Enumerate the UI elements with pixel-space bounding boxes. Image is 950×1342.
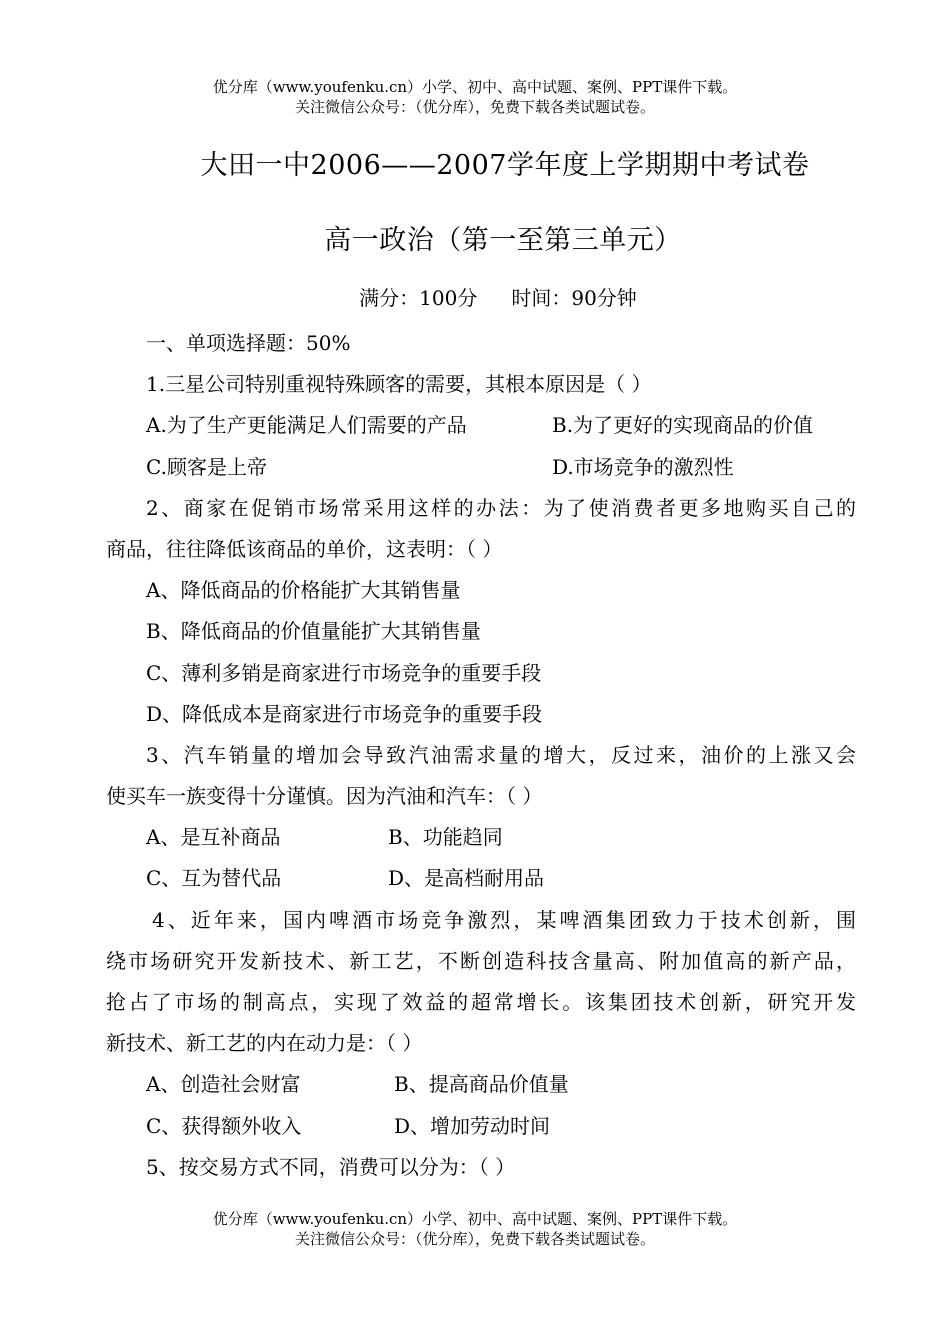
question-3 (106, 735, 856, 900)
page-footer (0, 1209, 950, 1249)
question-4-options-row-2 (106, 1106, 856, 1147)
question-5 (106, 1147, 856, 1188)
question-3-option-c: C、互为替代品 (146, 866, 282, 891)
footer-line-2: 关注微信公众号：（优分库），免费下载各类试题试卷。 (294, 1230, 655, 1248)
header-line-2: 关注微信公众号：（优分库），免费下载各类试题试卷。 (294, 98, 655, 116)
exam-title: 大田一中2006——2007学年度上学期期中考试卷 (200, 150, 810, 181)
question-3-option-b: B、功能趋同 (388, 825, 503, 850)
exam-subtitle: 高一政治（第一至第三单元） (324, 225, 682, 256)
question-3-stem-line-2: 使买车一族变得十分谨慎。因为汽油和汽车：（ ） (106, 784, 543, 809)
exam-body (106, 323, 856, 1188)
question-4-stem-line-1: 4、近年来，国内啤酒市场竞争激烈，某啤酒集团致力于技术创新，围 (152, 907, 856, 932)
full-score: 满分：100分 (359, 286, 478, 310)
question-2-option-b: B、降低商品的价值量能扩大其销售量 (146, 619, 481, 644)
header-line-1: 优分库（www.youfenku.cn）小学、初中、高中试题、案例、PPT课件下载。 (212, 78, 738, 96)
question-3-option-a: A、是互补商品 (146, 825, 281, 850)
question-4-options-row-1 (106, 1064, 856, 1105)
question-4-option-d: D、增加劳动时间 (394, 1113, 551, 1138)
footer-line-1: 优分库（www.youfenku.cn）小学、初中、高中试题、案例、PPT课件下载。 (212, 1210, 738, 1228)
page-header (0, 77, 950, 117)
question-1-options-row-1 (106, 405, 856, 446)
section-heading: 一、单项选择题：50% (146, 331, 351, 355)
question-5-stem: 5、按交易方式不同，消费可以分为：（ ） (146, 1154, 516, 1179)
question-1-option-d: D.市场竞争的激烈性 (552, 454, 734, 479)
question-2-stem-line-2: 商品，往往降低该商品的单价，这表明：（ ） (106, 536, 503, 561)
question-3-options-row-2 (106, 858, 856, 899)
question-4-option-b: B、提高商品价值量 (394, 1072, 569, 1097)
exam-meta (0, 282, 950, 311)
question-4-option-a: A、创造社会财富 (146, 1072, 301, 1097)
question-4-stem-line-2: 绕市场研究开发新技术、新工艺，不断创造科技含量高、附加值高的新产品， (106, 948, 856, 973)
question-3-option-d: D、是高档耐用品 (388, 866, 545, 891)
question-4 (106, 900, 856, 1147)
question-2-option-c: C、薄利多销是商家进行市场竞争的重要手段 (146, 660, 542, 685)
question-4-stem-line-3: 抢占了市场的制高点，实现了效益的超常增长。该集团技术创新，研究开发 (106, 990, 856, 1014)
question-2-option-a: A、降低商品的价格能扩大其销售量 (146, 578, 461, 603)
question-3-stem-line-1: 3、汽车销量的增加会导致汽油需求量的增大，反过来，油价的上涨又会 (146, 742, 856, 767)
exam-time: 时间：90分钟 (511, 286, 637, 310)
question-2-option-d: D、降低成本是商家进行市场竞争的重要手段 (146, 701, 543, 726)
question-1-option-c: C.顾客是上帝 (146, 454, 267, 479)
question-2 (106, 488, 856, 735)
question-1-options-row-2 (106, 447, 856, 488)
question-4-option-c: C、获得额外收入 (146, 1113, 302, 1138)
question-3-options-row-1 (106, 817, 856, 858)
question-1-option-a: A.为了生产更能满足人们需要的产品 (146, 413, 467, 438)
question-1-stem: 1.三星公司特别重视特殊顾客的需要，其根本原因是（ ） (146, 372, 652, 397)
question-1 (106, 364, 856, 488)
question-4-stem-line-4: 新技术、新工艺的内在动力是：（ ） (106, 1031, 423, 1056)
question-1-option-b: B.为了更好的实现商品的价值 (552, 413, 814, 438)
question-2-stem-line-1: 2、商家在促销市场常采用这样的办法：为了使消费者更多地购买自己的 (146, 495, 856, 520)
